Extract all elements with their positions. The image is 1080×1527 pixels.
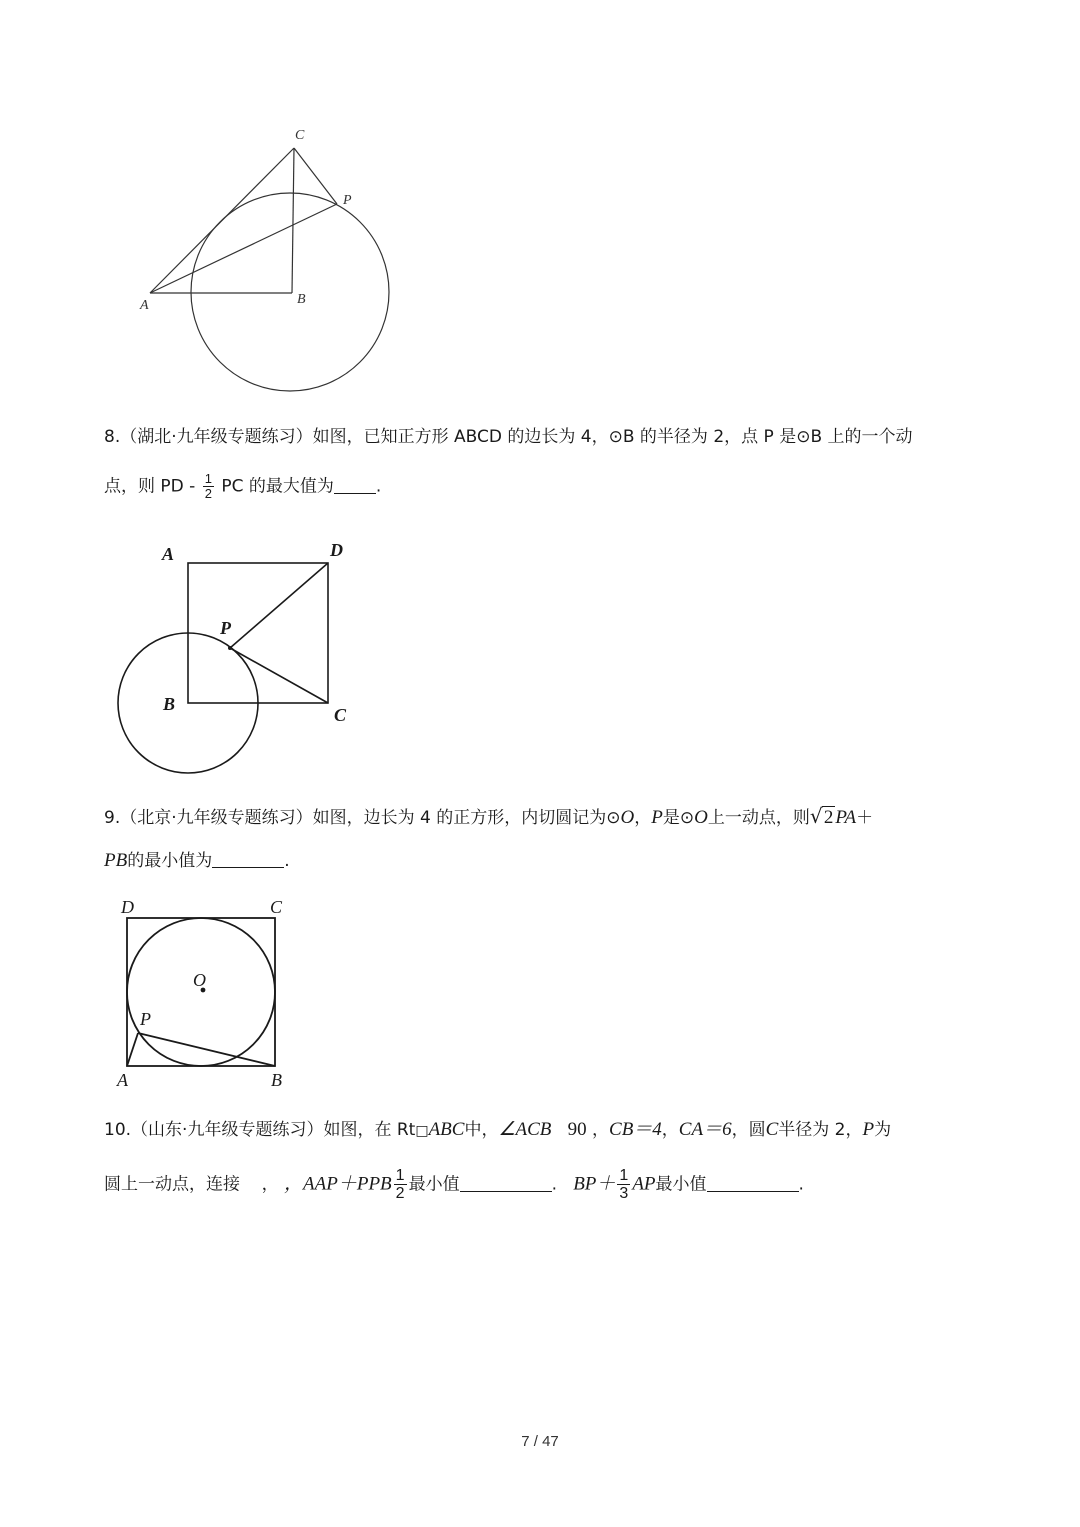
q10-abc: ABC	[428, 1119, 465, 1140]
q10-answer-blank-1[interactable]	[460, 1173, 552, 1192]
sqrt-icon: √	[809, 804, 823, 828]
label-a: A	[162, 544, 175, 564]
label-c: C	[270, 897, 283, 917]
q10-answer-blank-2[interactable]	[707, 1173, 799, 1192]
q10-cb: CB＝4	[609, 1119, 662, 1140]
label-d: D	[330, 540, 343, 560]
q10-sep1: ，	[592, 1120, 610, 1140]
label-d: D	[121, 897, 134, 917]
q10-expr2: BP＋	[573, 1173, 616, 1195]
label-b: B	[271, 1070, 282, 1090]
q8-text1: 如图，已知正方形 ABCD 的边长为 4，⊙B 的半径为 2，点 P 是⊙B 上的一个动	[312, 427, 913, 447]
q10-p: P	[862, 1119, 875, 1140]
q9-o2: O	[694, 807, 708, 828]
q10-text2b: ，	[261, 1174, 279, 1195]
segment-pa	[127, 1033, 138, 1066]
q8-number: 8.	[104, 427, 121, 447]
label-p: P	[220, 618, 231, 638]
q10-line1	[104, 1118, 891, 1143]
q9-text1d: 上一动点，则	[707, 808, 810, 828]
q9-text1b: ，	[634, 808, 652, 828]
q9-sqrt-value: 2	[823, 807, 834, 828]
q8-text2a: 点，则 PD -	[104, 476, 196, 497]
q8-end: .	[375, 476, 382, 497]
label-c: C	[295, 128, 305, 143]
label-o: O	[193, 970, 206, 990]
q10-dot1: .	[551, 1174, 557, 1195]
segment-pb	[138, 1033, 275, 1066]
q10-box: □	[415, 1123, 429, 1139]
label-b: B	[163, 694, 176, 714]
q8-frac-num: 1	[204, 471, 212, 486]
q10-frac2-num: 1	[619, 1167, 629, 1184]
q10-expr2b: AP	[632, 1173, 656, 1195]
q9-text1c: 是⊙	[662, 808, 695, 828]
q10-eq90: 90	[567, 1119, 587, 1140]
q9-pa: PA	[835, 807, 857, 828]
label-a: A	[140, 298, 149, 313]
q10-text1d: 半径为 2，	[778, 1120, 863, 1140]
q9-text1: 如图，边长为 4 的正方形，内切圆记为⊙	[312, 808, 621, 828]
q10-angle: ∠ACB	[498, 1119, 552, 1140]
label-b: B	[297, 292, 306, 307]
q10-number: 10.	[104, 1120, 132, 1140]
q10-dot2: .	[798, 1174, 804, 1195]
q8-source: （湖北·九年级专题练习）	[120, 427, 313, 447]
q10-sep2: ，	[661, 1120, 679, 1140]
q9-plus: ＋	[856, 808, 874, 828]
label-a: A	[117, 1070, 128, 1090]
incircle-o	[127, 918, 275, 1066]
q8-frac-den: 2	[204, 486, 212, 501]
label-p: P	[140, 1009, 151, 1029]
q10-frac1-den: 2	[395, 1185, 405, 1202]
q10-source: （山东·九年级专题练习）	[131, 1120, 324, 1140]
q10-frac2-den: 3	[619, 1185, 629, 1202]
q10-fraction-2	[617, 1167, 630, 1202]
q9-p: P	[651, 807, 663, 828]
label-c: C	[334, 705, 347, 725]
q10-text2c: 最小值	[408, 1174, 460, 1195]
page-number: 7 / 47	[521, 1433, 559, 1450]
label-p: P	[343, 193, 352, 208]
q10-text1c: ，圆	[731, 1120, 766, 1140]
q10-text1: 如图，在 Rt	[323, 1120, 416, 1140]
q9-text2: 的最小值为	[127, 851, 213, 871]
q10-expr1: ，AAP＋PPB	[284, 1173, 392, 1195]
q10-line2	[104, 1167, 804, 1202]
q9-number: 9.	[104, 808, 121, 828]
q10-fraction-1	[394, 1167, 407, 1202]
q8-text2b: PC 的最大值为	[221, 476, 334, 497]
q10-text1e: 为	[874, 1120, 892, 1140]
q10-ca: CA＝6	[678, 1119, 732, 1140]
q10-frac1-num: 1	[395, 1167, 405, 1184]
q10-c: C	[765, 1119, 779, 1140]
q9-pb: PB	[104, 850, 128, 871]
q9-o: O	[620, 807, 635, 828]
q9-source: （北京·九年级专题练习）	[120, 808, 313, 828]
q10-text1b: 中，	[464, 1120, 499, 1140]
q10-text2a: 圆上一动点，连接	[104, 1174, 240, 1195]
q9-end: .	[284, 851, 290, 871]
q10-text2d: 最小值	[655, 1174, 707, 1195]
